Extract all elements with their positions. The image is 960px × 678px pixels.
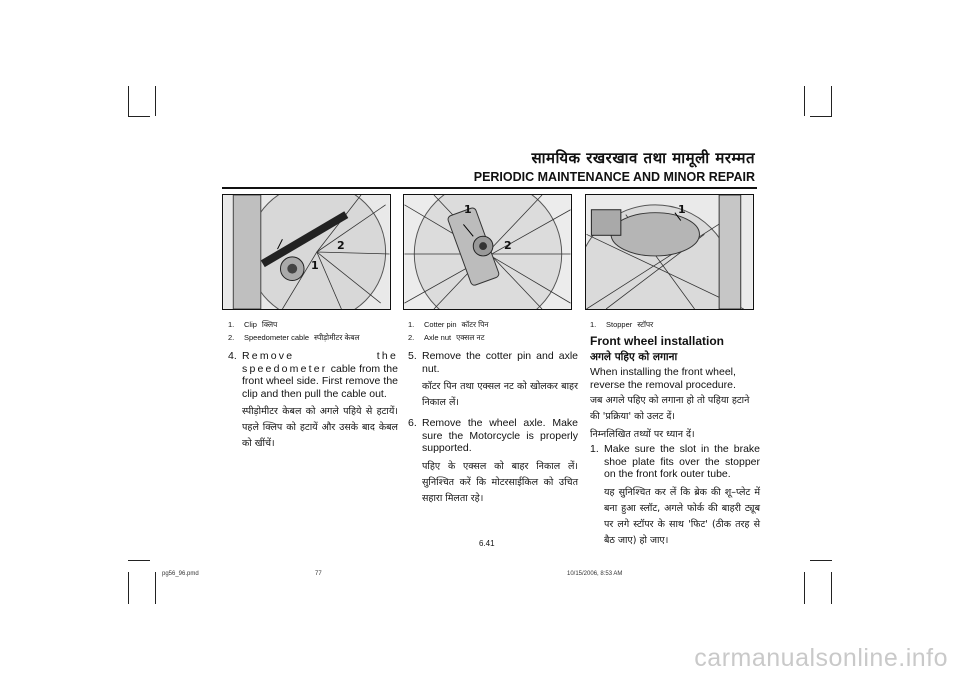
callout-2: 2 xyxy=(337,239,345,252)
step-4-lead: Remove the speedometer xyxy=(242,350,398,375)
photo-stopper xyxy=(585,194,754,310)
column-speedometer xyxy=(228,318,398,452)
callout-1: 1 xyxy=(678,203,686,216)
footer-file: pg56_96.pmd xyxy=(162,571,199,577)
callout-1: 1 xyxy=(311,259,319,272)
column-installation xyxy=(590,318,760,549)
legend-item: 2. Speedometer cable स्पीड़ोमीटर केबल xyxy=(228,333,360,342)
footer-datetime: 10/15/2006, 8:53 AM xyxy=(567,571,623,577)
photo-cotter-pin-axle-nut xyxy=(403,194,572,310)
step-5: 5. Remove the cotter pin and axle nut. कॉटर पिन तथा एक्सल नट को खोलकर बाहर निकाल लें। xyxy=(408,350,578,411)
column-axle xyxy=(408,318,578,507)
section-title: Front wheel installation xyxy=(590,334,725,348)
step-4-hindi: स्पीड़ोमीटर केबल को अगले पहिये से हटायें। पहले क्लिप को हटायें और उसके बाद केबल को खींचें। xyxy=(242,406,398,449)
step-6-hindi: पहिए के एक्सल को बाहर निकाल लें। सुनिश्चित करें कि मोटरसाईकिल को उचित सहारा मिलता रहे। xyxy=(422,460,578,504)
section-title-hindi: अगले पहिए को लगाना xyxy=(590,351,678,363)
header-rule xyxy=(222,187,757,189)
legend-item: 1. Stopper स्टॉपर xyxy=(590,320,654,329)
footer-page: 77 xyxy=(315,571,322,577)
watermark: carmanualsonline.info xyxy=(694,644,948,672)
install-step-1-hindi: यह सुनिश्चित कर लें कि ब्रेक की शू–प्लेट में बना हुआ स्लॉट, अगले फोर्क की बाहरी ट्यूब पर लगे स्टॉपर के साथ 'फिट' (ठीक तरह से बैठ जाए) हो जाए। xyxy=(604,486,760,546)
install-step-1: 1. Make sure the slot in the brake shoe plate fits over the stopper on the front fork outer tube. यह सुनिश्चित कर लें कि ब्रेक की शू–प्लेट में बना हुआ स्लॉट, अगले फोर्क की बाहरी ट्यूब पर लगे स्टॉपर के साथ 'फिट' (ठीक तरह से बैठ जाए) हो जाए। xyxy=(590,443,760,549)
step-4-rest: cable from the front wheel side. First remove the clip and then pull the cable out. xyxy=(242,362,398,400)
step-5-hindi: कॉटर पिन तथा एक्सल नट को खोलकर बाहर निकाल लें। xyxy=(422,381,578,408)
callout-2: 2 xyxy=(504,239,512,252)
callout-1: 1 xyxy=(464,203,472,216)
step-6: 6. Remove the wheel axle. Make sure the Motorcycle is properly supported. पहिए के एक्सल को बाहर निकाल लें। सुनिश्चित करें कि मोटरसाईकिल को उचित सहारा मिलता रहे। xyxy=(408,417,578,507)
legend-item: 1. Clip क्लिप xyxy=(228,320,278,329)
photo-speedometer-cable xyxy=(222,194,391,310)
page-number: 6.41 xyxy=(479,539,495,548)
header-title-english: PERIODIC MAINTENANCE AND MINOR REPAIR xyxy=(473,170,755,184)
legend-item: 2. Axle nut एक्सल नट xyxy=(408,333,485,342)
legend-item: 1. Cotter pin कॉटर पिन xyxy=(408,320,489,329)
header-title-hindi: सामयिक रखरखाव तथा मामूली मरम्मत xyxy=(531,149,755,167)
step-4: 4. Remove the speedometer cable from the front wheel side. First remove the clip and then pull the cable out. स्पीड़ोमीटर केबल को अगले पहिये से हटायें। पहले क्लिप को हटायें और उसके बाद केबल को खींचें। xyxy=(228,350,398,452)
intro-hindi: जब अगले पहिए को लगाना हो तो पहिया हटाने की 'प्रक्रिया' को उलट दें। xyxy=(590,395,750,422)
note-hindi: निम्नलिखित तथ्यों पर ध्यान दें। xyxy=(590,429,695,440)
intro-english: When installing the front wheel, reverse the removal procedure. xyxy=(590,366,736,391)
